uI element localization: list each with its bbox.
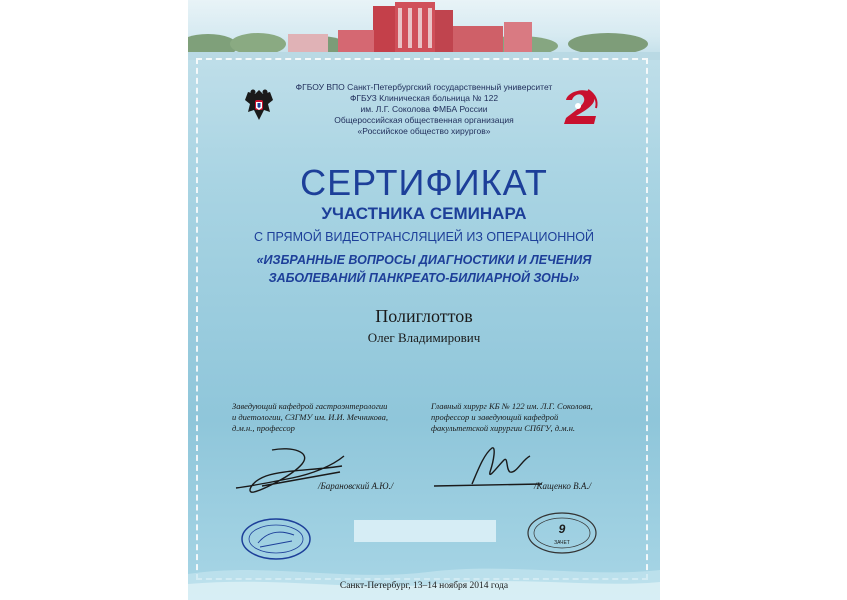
certificate (188, 0, 660, 600)
seminar-topic-line-1: «ИЗБРАННЫЕ ВОПРОСЫ ДИАГНОСТИКИ И ЛЕЧЕНИЯ (256, 253, 592, 267)
redacted-area (354, 520, 496, 542)
left-signer-title-line-2: и диетологии, СЗГМУ им. И.И. Мечникова, (232, 412, 388, 422)
right-signer-title-line-2: профессор и заведующий кафедрой (431, 412, 559, 422)
bottom-decorative-waves (188, 548, 660, 600)
seminar-topic-line-2: ЗАБОЛЕВАНИЙ ПАНКРЕАТО-БИЛИАРНОЙ ЗОНЫ» (268, 271, 580, 285)
header-line-2: ФГБУЗ Клиническая больница № 122 (349, 93, 499, 103)
right-signer-title-line-3: факультетской хирургии СПбГУ, д.м.н. (431, 423, 576, 433)
header-line-1: ФГБОУ ВПО Санкт-Петербургский государственный университет (295, 82, 553, 92)
stamp-number: 9 (558, 522, 566, 536)
header-line-3: им. Л.Г. Соколова ФМБА России (360, 104, 488, 114)
red-number-2-logo-icon (560, 86, 604, 128)
left-signer-name: /Барановский А.Ю./ (318, 481, 394, 491)
header-line-5: «Российское общество хирургов» (357, 126, 491, 136)
certificate-subtitle: УЧАСТНИКА СЕМИНАРА (321, 204, 527, 223)
certificate-subtitle-2: С ПРЯМОЙ ВИДЕОТРАНСЛЯЦИЕЙ ИЗ ОПЕРАЦИОННОЙ (254, 230, 594, 244)
participant-given-names: Олег Владимирович (367, 330, 481, 345)
right-signer-title-line-1: Главный хирург КБ № 122 им. Л.Г. Соколова, (431, 401, 593, 411)
right-signer-name: /Кащенко В.А./ (534, 481, 592, 491)
left-signer-title-line-1: Заведующий кафедрой гастроэнтерологии (232, 401, 388, 411)
header-banner-photo (188, 0, 660, 60)
left-signer-title-line-3: д.м.н., профессор (232, 423, 295, 433)
header-line-4: Общероссийская общественная организация (334, 115, 514, 125)
participant-surname: Полиглоттов (375, 306, 473, 326)
footer-place-date: Санкт-Петербург, 13–14 ноября 2014 года (339, 581, 509, 591)
stamp-label: ЗАЧЕТ (554, 540, 570, 546)
double-headed-eagle-emblem-icon (242, 86, 276, 126)
certificate-title: СЕРТИФИКАТ (300, 162, 548, 203)
